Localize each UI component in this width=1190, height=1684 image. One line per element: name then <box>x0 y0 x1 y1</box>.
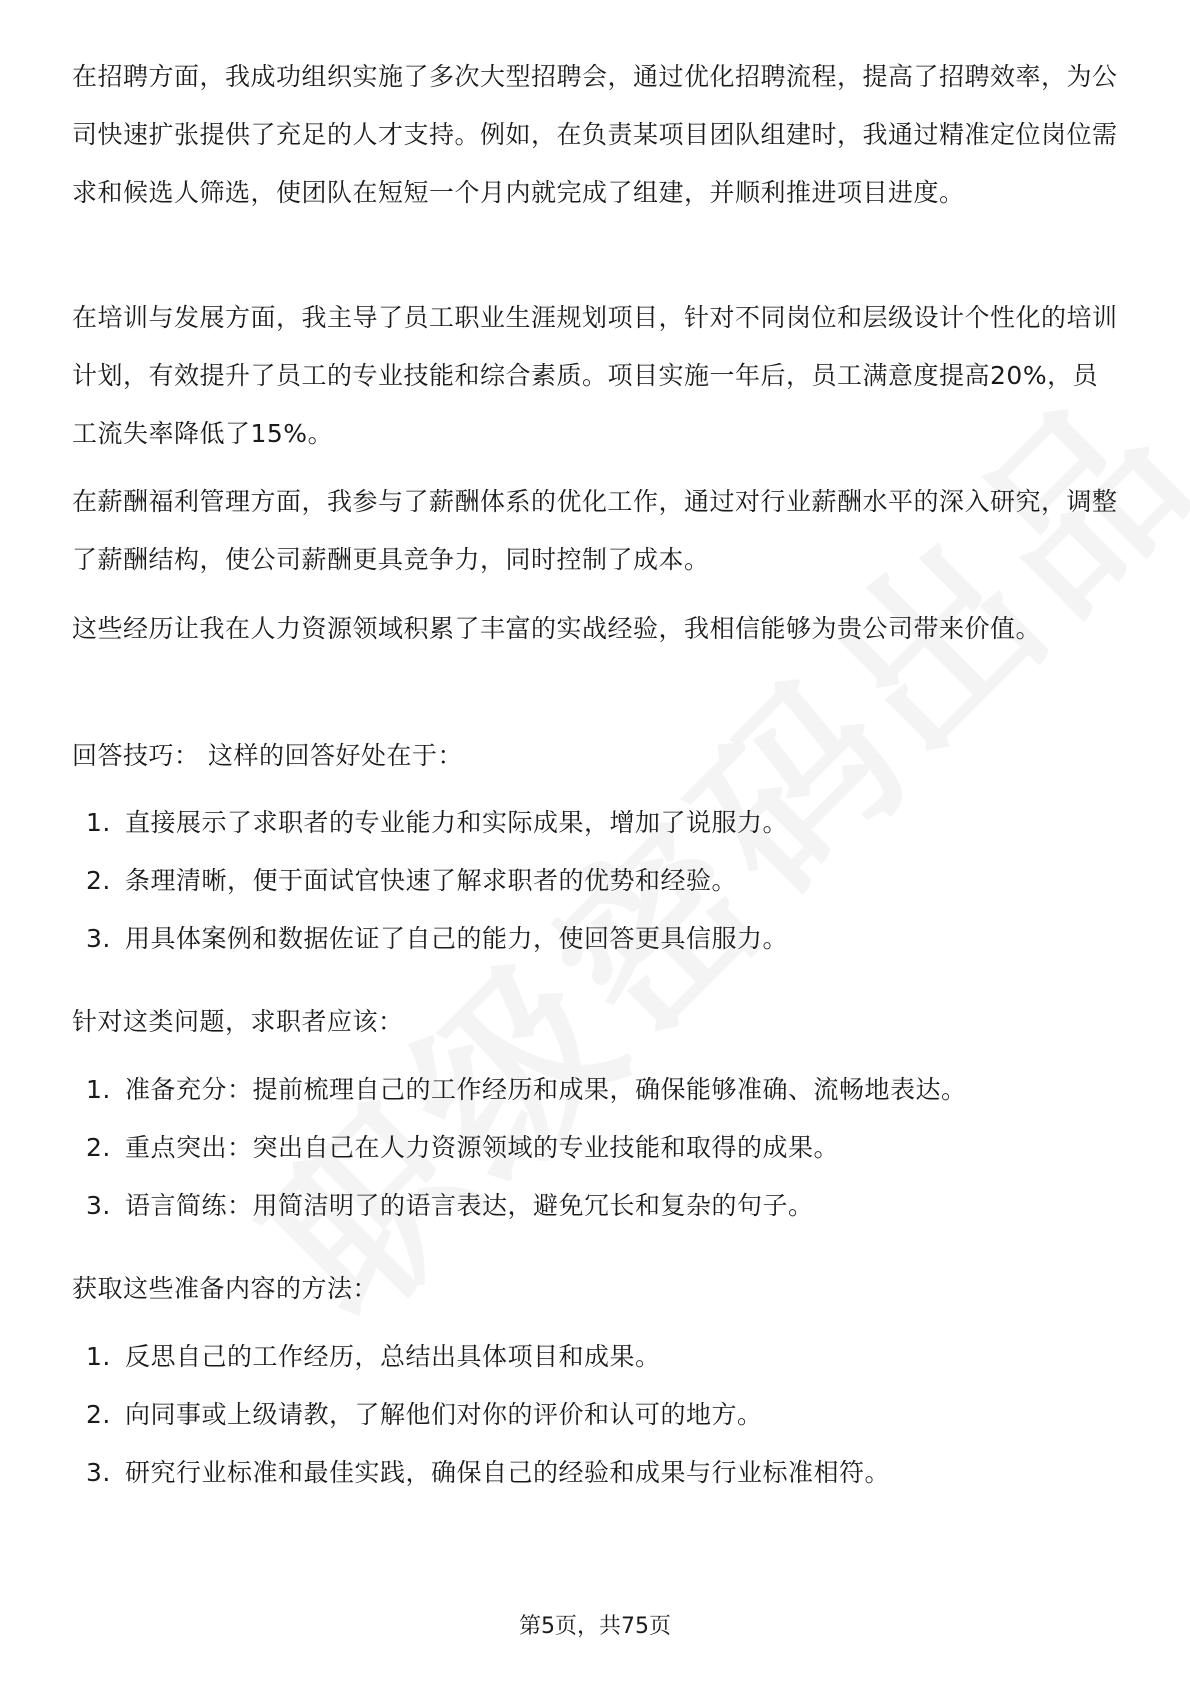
method-heading: 获取这些准备内容的方法： <box>72 1274 379 1303</box>
list-number: 1. <box>86 1342 111 1371</box>
list-text: 重点突出：突出自己在人力资源领域的专业技能和取得的成果。 <box>125 1133 840 1162</box>
list-item <box>72 1119 1120 1177</box>
should-list <box>72 1061 1120 1235</box>
paragraph-compensation: 在薪酬福利管理方面，我参与了薪酬体系的优化工作，通过对行业薪酬水平的深入研究，调整了薪酬结构，使公司薪酬更具竞争力，同时控制了成本。 <box>72 487 1118 574</box>
list-item <box>72 1061 1120 1119</box>
tips-heading: 回答技巧： 这样的回答好处在于： <box>72 741 463 770</box>
list-number: 1. <box>86 808 111 837</box>
list-item <box>72 852 1120 910</box>
paragraph-training: 在培训与发展方面，我主导了员工职业生涯规划项目，针对不同岗位和层级设计个性化的培训计划，有效提升了员工的专业技能和综合素质。项目实施一年后，员工满意度提高20%，员工流失率降低了15%。 <box>72 303 1118 448</box>
list-text: 直接展示了求职者的专业能力和实际成果，增加了说服力。 <box>125 808 789 837</box>
list-number: 3. <box>86 924 111 953</box>
list-item <box>72 794 1120 852</box>
list-item <box>72 1177 1120 1235</box>
list-number: 1. <box>86 1075 111 1104</box>
list-number: 3. <box>86 1458 111 1487</box>
list-item <box>72 1444 1120 1502</box>
list-number: 2. <box>86 866 111 895</box>
paragraph-recruitment: 在招聘方面，我成功组织实施了多次大型招聘会，通过优化招聘流程，提高了招聘效率，为公司快速扩张提供了充足的人才支持。例如，在负责某项目团队组建时，我通过精准定位岗位需求和候选人筛选，使团队在短短一个月内就完成了组建，并顺利推进项目进度。 <box>72 62 1118 207</box>
list-item <box>72 910 1120 968</box>
list-text: 向同事或上级请教，了解他们对你的评价和认可的地方。 <box>125 1400 763 1429</box>
paragraph-summary: 这些经历让我在人力资源领域积累了丰富的实战经验，我相信能够为贵公司带来价值。 <box>72 614 1042 643</box>
list-number: 3. <box>86 1191 111 1220</box>
page-number-footer: 第5页，共75页 <box>519 1614 671 1639</box>
list-text: 准备充分：提前梳理自己的工作经历和成果，确保能够准确、流畅地表达。 <box>125 1075 967 1104</box>
list-number: 2. <box>86 1133 111 1162</box>
should-heading: 针对这类问题，求职者应该： <box>72 1007 404 1036</box>
list-item <box>72 1328 1120 1386</box>
list-text: 用具体案例和数据佐证了自己的能力，使回答更具信服力。 <box>125 924 789 953</box>
tips-list <box>72 794 1120 968</box>
list-text: 研究行业标准和最佳实践，确保自己的经验和成果与行业标准相符。 <box>125 1458 891 1487</box>
list-item <box>72 1386 1120 1444</box>
list-text: 条理清晰，便于面试官快速了解求职者的优势和经验。 <box>125 866 738 895</box>
list-number: 2. <box>86 1400 111 1429</box>
method-list <box>72 1328 1120 1502</box>
list-text: 语言简练：用简洁明了的语言表达，避免冗长和复杂的句子。 <box>125 1191 814 1220</box>
list-text: 反思自己的工作经历，总结出具体项目和成果。 <box>125 1342 661 1371</box>
